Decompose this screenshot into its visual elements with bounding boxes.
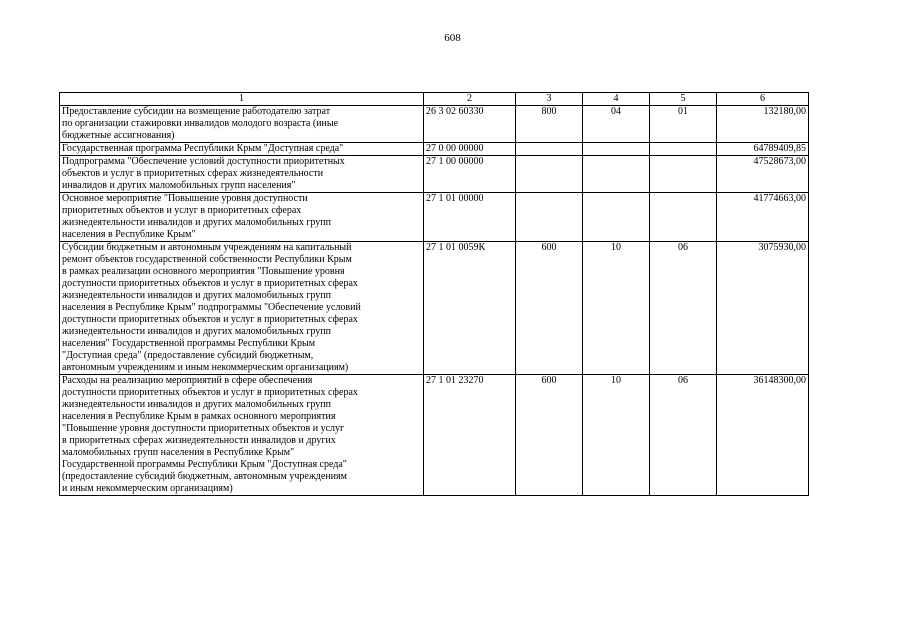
row-amount: 3075930,00 [717, 242, 809, 375]
row-subsection: 01 [650, 106, 717, 143]
description-line: "Доступная среда" (предоставление субсидий бюджетным, [62, 350, 314, 361]
header-row [60, 93, 809, 106]
row-subsection: 06 [650, 375, 717, 496]
description-line: Государственная программа Республики Крым "Доступная среда" [62, 143, 344, 154]
description-line: Подпрограмма "Обеспечение условий доступности приоритетных [62, 156, 345, 167]
row-description [60, 375, 424, 496]
description-line: инвалидов и других маломобильных групп населения" [62, 180, 296, 191]
table-row [60, 242, 809, 375]
description-line: доступности приоритетных объектов и услуг в приоритетных сферах [62, 387, 358, 398]
table-row [60, 375, 809, 496]
description-line: жизнедеятельности инвалидов и других маломобильных групп [62, 399, 331, 410]
description-line: Основное мероприятие "Повышение уровня доступности [62, 193, 308, 204]
row-description [60, 143, 424, 156]
row-section: 10 [583, 375, 650, 496]
description-line: приоритетных объектов и услуг в приоритетных сферах [62, 205, 302, 216]
description-line: Предоставление субсидии на возмещение работодателю затрат [62, 106, 331, 117]
table-row [60, 193, 809, 242]
row-section [583, 156, 650, 193]
row-expense-type: 600 [516, 375, 583, 496]
row-section [583, 193, 650, 242]
description-line: ремонт объектов государственной собственности Республики Крым [62, 254, 352, 265]
description-line: Субсидии бюджетным и автономным учреждениям на капитальный [62, 242, 352, 253]
row-expense-type: 600 [516, 242, 583, 375]
description-line: жизнедеятельности инвалидов и других маломобильных групп [62, 217, 331, 228]
header-col-5: 5 [650, 93, 717, 106]
row-expense-type [516, 143, 583, 156]
row-subsection [650, 143, 717, 156]
table-row [60, 143, 809, 156]
row-code: 26 3 02 60330 [424, 106, 516, 143]
row-description [60, 193, 424, 242]
description-line: по организации стажировки инвалидов молодого возраста (иные [62, 118, 339, 129]
description-line: жизнедеятельности инвалидов и других маломобильных групп [62, 290, 331, 301]
description-line: (предоставление субсидий бюджетным, автономным учреждениям [62, 471, 347, 482]
description-line: автономным учреждениям и иным некоммерческим организациям) [62, 362, 349, 373]
row-code: 27 0 00 00000 [424, 143, 516, 156]
header-col-4: 4 [583, 93, 650, 106]
row-expense-type [516, 156, 583, 193]
row-description [60, 156, 424, 193]
row-section: 04 [583, 106, 650, 143]
description-line: "Повышение уровня доступности приоритетных объектов и услуг [62, 423, 345, 434]
description-line: доступности приоритетных объектов и услуг в приоритетных сферах [62, 314, 358, 325]
table-row [60, 106, 809, 143]
row-amount: 36148300,00 [717, 375, 809, 496]
description-line: жизнедеятельности инвалидов и других маломобильных групп [62, 326, 331, 337]
row-code: 27 1 01 23270 [424, 375, 516, 496]
description-line: и иным некоммерческим организациям) [62, 483, 233, 494]
row-description [60, 106, 424, 143]
row-code: 27 1 01 00000 [424, 193, 516, 242]
row-code: 27 1 00 00000 [424, 156, 516, 193]
row-subsection: 06 [650, 242, 717, 375]
description-line: в приоритетных сферах жизнедеятельности инвалидов и других [62, 435, 336, 446]
description-line: бюджетные ассигнования) [62, 130, 175, 141]
header-col-1: 1 [60, 93, 424, 106]
row-expense-type [516, 193, 583, 242]
page-number: 608 [444, 32, 461, 44]
row-amount: 41774663,00 [717, 193, 809, 242]
description-line: доступности приоритетных объектов и услуг в приоритетных сферах [62, 278, 358, 289]
row-section [583, 143, 650, 156]
description-line: в рамках реализации основного мероприятия "Повышение уровня [62, 266, 345, 277]
description-line: маломобильных групп населения в Республике Крым" [62, 447, 295, 458]
row-amount: 47528673,00 [717, 156, 809, 193]
description-line: населения" Государственной программы Республики Крым [62, 338, 316, 349]
description-line: Государственной программы Республики Крым "Доступная среда" [62, 459, 347, 470]
description-line: объектов и услуг в приоритетных сферах жизнедеятельности [62, 168, 324, 179]
header-col-3: 3 [516, 93, 583, 106]
row-code: 27 1 01 0059К [424, 242, 516, 375]
description-line: населения в Республике Крым" подпрограммы "Обеспечение условий [62, 302, 361, 313]
row-amount: 64789409,85 [717, 143, 809, 156]
row-subsection [650, 156, 717, 193]
row-expense-type: 800 [516, 106, 583, 143]
description-line: Расходы на реализацию мероприятий в сфере обеспечения [62, 375, 313, 386]
description-line: населения в Республике Крым" [62, 229, 196, 240]
table-row [60, 156, 809, 193]
row-subsection [650, 193, 717, 242]
header-col-6: 6 [717, 93, 809, 106]
row-description [60, 242, 424, 375]
budget-table [59, 92, 809, 496]
row-amount: 132180,00 [717, 106, 809, 143]
description-line: населения в Республике Крым в рамках основного мероприятия [62, 411, 336, 422]
header-col-2: 2 [424, 93, 516, 106]
row-section: 10 [583, 242, 650, 375]
